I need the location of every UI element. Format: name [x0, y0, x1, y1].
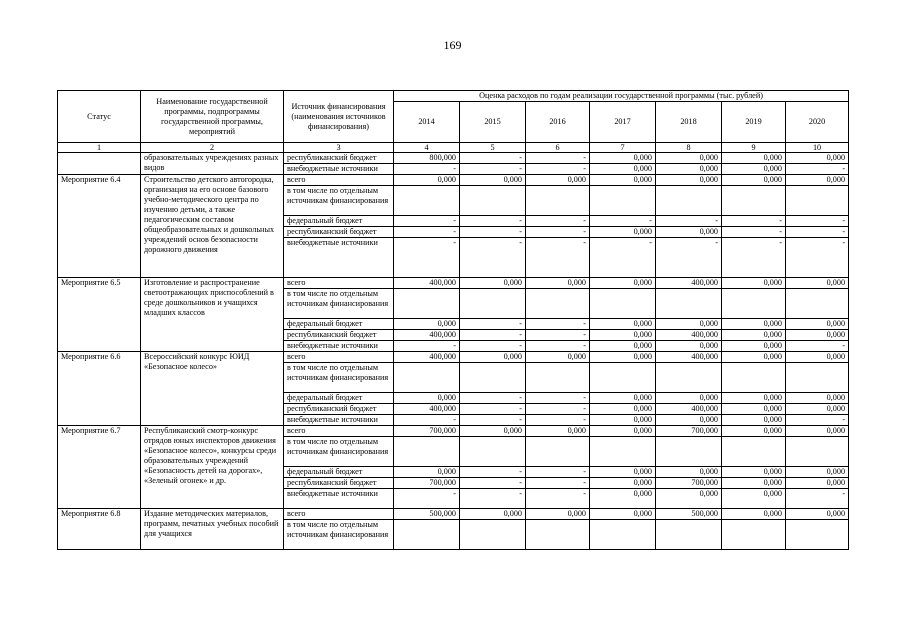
expense-value	[460, 289, 526, 319]
expense-value	[526, 437, 590, 467]
expense-value: 0,000	[786, 330, 849, 341]
funding-source: в том числе по отдельным источникам финансирования	[284, 186, 394, 216]
expense-value	[590, 363, 656, 393]
expense-value: 0,000	[786, 393, 849, 404]
funding-source: внебюджетные источники	[284, 164, 394, 175]
expense-value: -	[394, 216, 460, 227]
expense-value	[722, 289, 786, 319]
header-source: Источник финансирования (наименования источников финансирования)	[284, 91, 394, 143]
column-number: 4	[394, 143, 460, 153]
header-year: 2019	[722, 102, 786, 143]
expense-value: 0,000	[460, 426, 526, 437]
expense-value: 0,000	[590, 509, 656, 520]
expense-value: 0,000	[722, 352, 786, 363]
expense-value: -	[460, 227, 526, 238]
funding-source: внебюджетные источники	[284, 415, 394, 426]
expense-value: 700,000	[656, 426, 722, 437]
expense-value	[656, 363, 722, 393]
header-year: 2017	[590, 102, 656, 143]
expense-value: 0,000	[526, 426, 590, 437]
funding-source: в том числе по отдельным источникам финансирования	[284, 363, 394, 393]
expense-value: 0,000	[590, 415, 656, 426]
expense-value: 0,000	[590, 341, 656, 352]
expense-value: -	[526, 467, 590, 478]
expense-value: 0,000	[656, 415, 722, 426]
expense-value: -	[786, 415, 849, 426]
column-number: 1	[58, 143, 141, 153]
expense-value	[590, 437, 656, 467]
activity-name: Республиканский смотр-конкурс отрядов юных инспекторов движения «Безопасное колесо», конкурсы среди образовательных учреждений «Безопасность детей на дорогах», «Зеленый огонек» и др.	[141, 426, 284, 509]
funding-source: федеральный бюджет	[284, 319, 394, 330]
expense-value	[786, 520, 849, 550]
expense-value: 800,000	[394, 153, 460, 164]
funding-source: всего	[284, 426, 394, 437]
expense-value: -	[526, 227, 590, 238]
column-number: 3	[284, 143, 394, 153]
expense-value: 700,000	[394, 426, 460, 437]
expense-value: 0,000	[786, 352, 849, 363]
expense-value: 0,000	[786, 153, 849, 164]
expense-value: 0,000	[722, 164, 786, 175]
expense-value: -	[460, 415, 526, 426]
page-number: 169	[443, 38, 462, 52]
expense-value	[722, 186, 786, 216]
table-row	[58, 278, 849, 289]
expense-value: 0,000	[722, 393, 786, 404]
expense-value	[786, 186, 849, 216]
expense-value: 0,000	[786, 319, 849, 330]
expense-value: 0,000	[722, 153, 786, 164]
expense-value: -	[394, 415, 460, 426]
expense-value	[722, 520, 786, 550]
expense-value: 0,000	[786, 278, 849, 289]
expense-value: 0,000	[786, 175, 849, 186]
expense-value	[656, 520, 722, 550]
expense-value: 0,000	[656, 489, 722, 509]
expense-value: -	[460, 164, 526, 175]
expense-value: -	[394, 164, 460, 175]
budget-table	[57, 90, 849, 550]
expense-value	[656, 437, 722, 467]
funding-source: внебюджетные источники	[284, 238, 394, 278]
expense-value: 400,000	[394, 352, 460, 363]
expense-value: 0,000	[722, 478, 786, 489]
expense-value: 0,000	[786, 467, 849, 478]
expense-value: 0,000	[526, 278, 590, 289]
expense-value: -	[590, 216, 656, 227]
funding-source: в том числе по отдельным источникам финансирования	[284, 437, 394, 467]
funding-source: в том числе по отдельным источникам финансирования	[284, 289, 394, 319]
expense-value: 0,000	[590, 393, 656, 404]
expense-value	[394, 186, 460, 216]
expense-value	[394, 363, 460, 393]
expense-value	[526, 520, 590, 550]
expense-value: 0,000	[786, 478, 849, 489]
expense-value: -	[394, 238, 460, 278]
expense-value: 0,000	[460, 278, 526, 289]
expense-value: 0,000	[656, 175, 722, 186]
expense-value: 0,000	[786, 509, 849, 520]
expense-value: -	[722, 238, 786, 278]
expense-value: 500,000	[394, 509, 460, 520]
expense-value: 0,000	[590, 330, 656, 341]
funding-source: федеральный бюджет	[284, 467, 394, 478]
expense-value	[786, 437, 849, 467]
activity-status: Мероприятие 6.4	[58, 175, 141, 278]
expense-value: 0,000	[526, 352, 590, 363]
expense-value: 0,000	[590, 404, 656, 415]
funding-source: в том числе по отдельным источникам финансирования	[284, 520, 394, 550]
expense-value: 0,000	[722, 319, 786, 330]
table-row	[58, 153, 849, 164]
expense-value	[394, 520, 460, 550]
header-status: Статус	[58, 91, 141, 143]
expense-value: -	[526, 238, 590, 278]
expense-value: 500,000	[656, 509, 722, 520]
expense-value	[722, 437, 786, 467]
expense-value	[460, 363, 526, 393]
column-number: 5	[460, 143, 526, 153]
funding-source: всего	[284, 175, 394, 186]
column-number: 9	[722, 143, 786, 153]
funding-source: всего	[284, 278, 394, 289]
expense-value: -	[460, 238, 526, 278]
expense-value: 400,000	[656, 404, 722, 415]
expense-value: -	[526, 404, 590, 415]
expense-value	[722, 363, 786, 393]
expense-value	[656, 289, 722, 319]
expense-value	[786, 363, 849, 393]
expense-value: -	[526, 393, 590, 404]
expense-value: 0,000	[656, 227, 722, 238]
expense-value: 0,000	[590, 467, 656, 478]
expense-value	[590, 289, 656, 319]
table-body	[58, 153, 849, 550]
expense-value: 0,000	[722, 489, 786, 509]
funding-source: всего	[284, 352, 394, 363]
expense-value: 0,000	[722, 330, 786, 341]
funding-source: республиканский бюджет	[284, 330, 394, 341]
expense-value: 0,000	[722, 509, 786, 520]
expense-value	[526, 289, 590, 319]
header-year: 2014	[394, 102, 460, 143]
expense-value: 0,000	[656, 341, 722, 352]
table-row	[58, 509, 849, 520]
expense-value: 0,000	[722, 426, 786, 437]
expense-value: -	[786, 227, 849, 238]
expense-value: -	[460, 153, 526, 164]
expense-value: 0,000	[526, 175, 590, 186]
expense-value	[590, 186, 656, 216]
expense-value: 0,000	[590, 175, 656, 186]
table-row	[58, 352, 849, 363]
expense-value: 400,000	[394, 404, 460, 415]
table-row	[58, 426, 849, 437]
expense-value: 0,000	[590, 227, 656, 238]
expense-value	[394, 289, 460, 319]
expense-value: -	[786, 164, 849, 175]
expense-value: 0,000	[590, 164, 656, 175]
expense-value: -	[786, 238, 849, 278]
expense-value	[656, 186, 722, 216]
column-number: 10	[786, 143, 849, 153]
activity-name: Всероссийский конкурс ЮИД «Безопасное колесо»	[141, 352, 284, 426]
activity-name: Изготовление и распространение светоотражающих приспособлений в среде дошкольников и учащихся младших классов	[141, 278, 284, 352]
expense-value: 400,000	[394, 278, 460, 289]
expense-value: 0,000	[590, 426, 656, 437]
expense-value: -	[786, 216, 849, 227]
activity-status: Мероприятие 6.5	[58, 278, 141, 352]
column-number: 2	[141, 143, 284, 153]
activity-status: Мероприятие 6.7	[58, 426, 141, 509]
expense-value: 0,000	[394, 319, 460, 330]
expense-value: -	[460, 478, 526, 489]
expense-value: -	[460, 404, 526, 415]
funding-source: внебюджетные источники	[284, 341, 394, 352]
expense-value: -	[786, 489, 849, 509]
expense-value: 700,000	[394, 478, 460, 489]
activity-status	[58, 153, 141, 175]
expense-value	[526, 363, 590, 393]
expense-value: 0,000	[722, 467, 786, 478]
expense-value: 0,000	[394, 393, 460, 404]
expense-value: 0,000	[786, 426, 849, 437]
expense-value: 0,000	[722, 415, 786, 426]
expense-value	[526, 186, 590, 216]
expense-value: -	[460, 330, 526, 341]
expense-value	[786, 289, 849, 319]
expense-value	[590, 520, 656, 550]
expense-value: -	[656, 238, 722, 278]
expense-value: 700,000	[656, 478, 722, 489]
expense-value: 0,000	[656, 319, 722, 330]
expense-value: -	[526, 489, 590, 509]
header-year: 2015	[460, 102, 526, 143]
expense-value: 0,000	[722, 341, 786, 352]
expense-value: 0,000	[526, 509, 590, 520]
column-number: 8	[656, 143, 722, 153]
expense-value: 0,000	[460, 175, 526, 186]
expense-value: -	[590, 238, 656, 278]
table-row	[58, 175, 849, 186]
expense-value	[460, 520, 526, 550]
expense-value: 400,000	[656, 352, 722, 363]
funding-source: федеральный бюджет	[284, 393, 394, 404]
funding-source: республиканский бюджет	[284, 227, 394, 238]
header-year: 2018	[656, 102, 722, 143]
expense-value: 0,000	[590, 278, 656, 289]
activity-name: Издание методических материалов, программ, печатных учебных пособий для учащихся	[141, 509, 284, 550]
expense-value: 0,000	[590, 352, 656, 363]
funding-source: всего	[284, 509, 394, 520]
expense-value: -	[656, 216, 722, 227]
header-year: 2016	[526, 102, 590, 143]
expense-value: -	[460, 341, 526, 352]
expense-value	[460, 186, 526, 216]
expense-value: 0,000	[656, 153, 722, 164]
header-year: 2020	[786, 102, 849, 143]
expense-value: 0,000	[590, 319, 656, 330]
expense-value	[460, 437, 526, 467]
expense-value: 400,000	[394, 330, 460, 341]
expense-value: 0,000	[656, 467, 722, 478]
expense-value: -	[460, 393, 526, 404]
expense-value: 0,000	[394, 175, 460, 186]
expense-value: -	[722, 227, 786, 238]
expense-value	[394, 437, 460, 467]
expense-value: 0,000	[460, 352, 526, 363]
expense-value: 0,000	[786, 404, 849, 415]
expense-value: -	[460, 489, 526, 509]
expense-value: -	[526, 330, 590, 341]
activity-status: Мероприятие 6.8	[58, 509, 141, 550]
expense-value: -	[526, 216, 590, 227]
expense-value: 0,000	[590, 153, 656, 164]
expense-value: 0,000	[590, 489, 656, 509]
expense-value: -	[526, 153, 590, 164]
activity-name: образовательных учреждениях разных видов	[141, 153, 284, 175]
funding-source: республиканский бюджет	[284, 153, 394, 164]
expense-value: 0,000	[460, 509, 526, 520]
expense-value: -	[722, 216, 786, 227]
expense-value: -	[786, 341, 849, 352]
expense-value: -	[526, 341, 590, 352]
expense-value: -	[394, 341, 460, 352]
expense-value: -	[526, 415, 590, 426]
expense-value: 0,000	[722, 404, 786, 415]
expense-value: 0,000	[394, 467, 460, 478]
expense-value: -	[460, 319, 526, 330]
activity-status: Мероприятие 6.6	[58, 352, 141, 426]
expense-value: 400,000	[656, 330, 722, 341]
expense-value: -	[460, 467, 526, 478]
funding-source: республиканский бюджет	[284, 478, 394, 489]
column-number: 6	[526, 143, 590, 153]
expense-value: 0,000	[590, 478, 656, 489]
expense-value: -	[526, 164, 590, 175]
expense-value: 0,000	[656, 393, 722, 404]
header-estimate: Оценка расходов по годам реализации государственной программы (тыс. рублей)	[394, 91, 849, 102]
expense-value: 0,000	[656, 164, 722, 175]
expense-value: 0,000	[722, 278, 786, 289]
header-program-name: Наименование государственной программы, подпрограммы государственной программы, мероприятий	[141, 91, 284, 143]
expense-value: -	[526, 319, 590, 330]
activity-name: Строительство детского автогородка, организация на его основе базового учебно-методического центра по изучению детьми, а также педагогическим составом общеобразовательных и дошкольных учреждений основ безопасности дорожного движения	[141, 175, 284, 278]
expense-value: -	[526, 478, 590, 489]
funding-source: внебюджетные источники	[284, 489, 394, 509]
expense-value: -	[394, 489, 460, 509]
expense-value: 400,000	[656, 278, 722, 289]
column-number: 7	[590, 143, 656, 153]
expense-value: -	[394, 227, 460, 238]
expense-value: 0,000	[722, 175, 786, 186]
funding-source: республиканский бюджет	[284, 404, 394, 415]
expense-value: -	[460, 216, 526, 227]
funding-source: федеральный бюджет	[284, 216, 394, 227]
